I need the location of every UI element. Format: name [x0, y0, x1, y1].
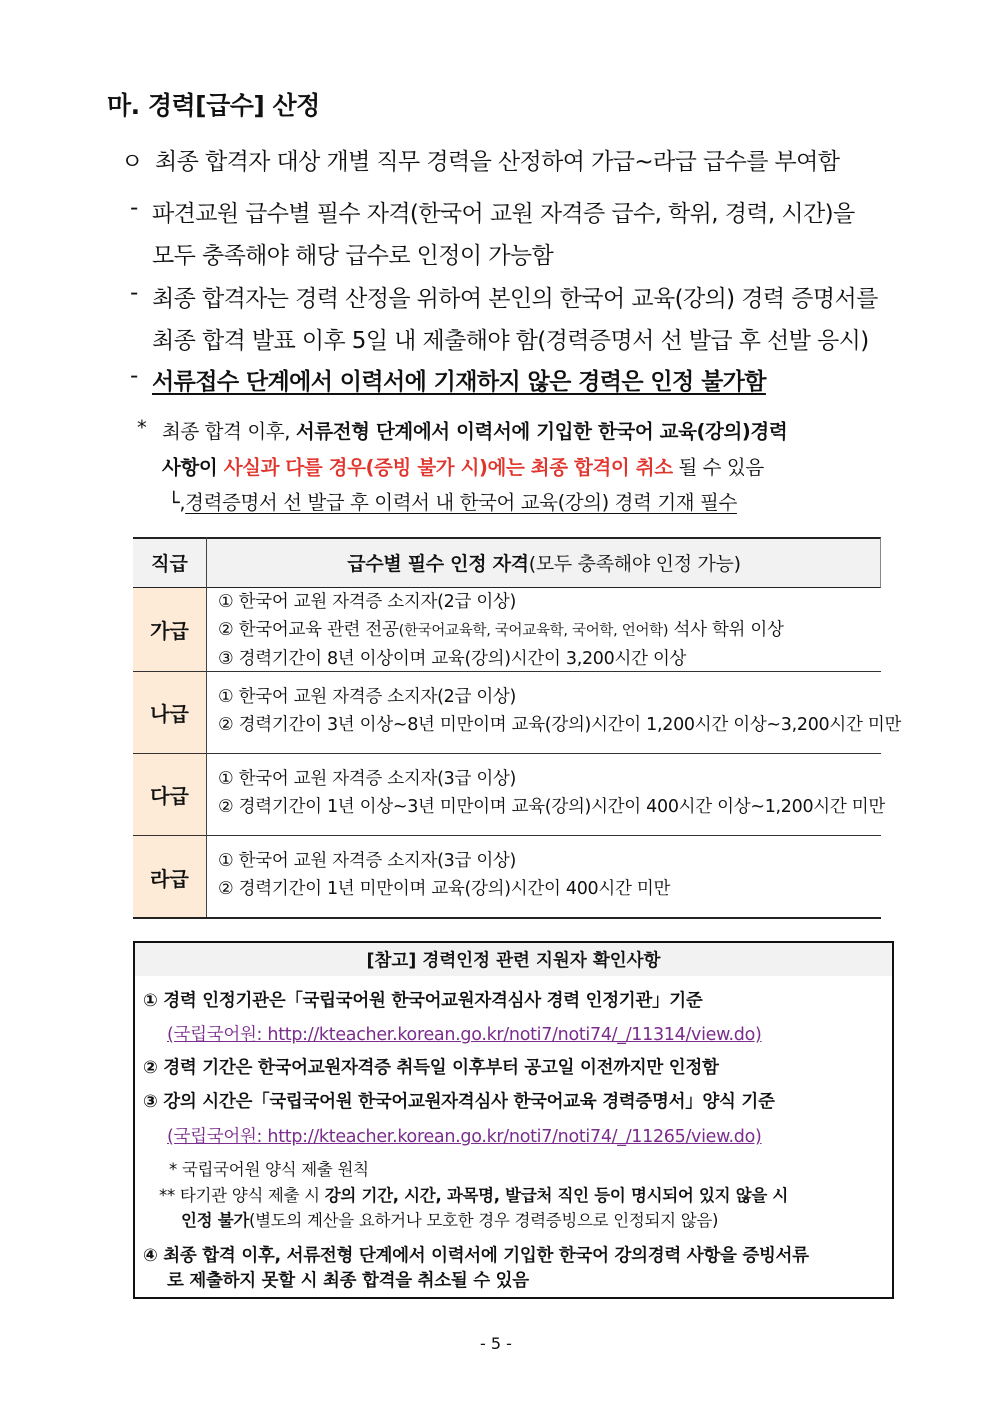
- dash3-text: 서류접수 단계에서 이력서에 기재하지 않은 경력은 인정 불가함: [152, 369, 766, 395]
- main-bullet-text: 최종 합격자 대상 개별 직무 경력을 산정하여 가급~라급 급수를 부여함: [155, 149, 840, 175]
- reference-box: [133, 941, 894, 1299]
- requirement-cell: ① 한국어 교원 자격증 소지자(3급 이상) ② 경력기간이 1년 미만이며 교육(강의)시간이 400시간 미만: [218, 851, 671, 899]
- column-divider: [206, 537, 207, 919]
- note-line1: 최종 합격 이후, 서류전형 단계에서 이력서에 기입한 한국어 교육(강의)경력: [162, 420, 788, 443]
- reference-item-1: ① 경력 인정기관은「국립국어원 한국어교원자격심사 경력 인정기관」기준: [143, 991, 703, 1011]
- header-grade: 직급: [151, 553, 188, 575]
- section-title: 마. 경력[급수] 산정: [107, 91, 320, 120]
- reference-star-2-line1: ** 타기관 양식 제출 시 강의 기간, 시간, 과목명, 발급처 직인 등이 명시되어 있지 않을 시: [159, 1186, 789, 1205]
- dash1-line1: 파견교원 급수별 필수 자격(한국어 교원 자격증 급수, 학위, 경력, 시간)을: [152, 201, 855, 227]
- table-bottom-border: [133, 917, 881, 919]
- note-line2: 사항이 사실과 다를 경우(증빙 불가 시)에는 최종 합격이 취소 될 수 있음: [162, 456, 764, 479]
- reference-star-2-line2: 인정 불가(별도의 계산을 요하거나 모호한 경우 경력증빙으로 인정되지 않음): [181, 1211, 719, 1230]
- reference-item-4-line2: 로 제출하지 못할 시 최종 합격을 취소될 수 있음: [167, 1271, 529, 1291]
- grade-cell: 가급: [133, 588, 206, 671]
- header-requirement: 급수별 필수 인정 자격 (모두 충족해야 인정 가능): [347, 553, 741, 575]
- table-row: [133, 754, 885, 836]
- dash-marker-2: -: [130, 280, 138, 306]
- grade-cell: 다급: [133, 754, 206, 835]
- note-star: *: [137, 416, 147, 439]
- table-row: [133, 672, 902, 754]
- reference-item-2: ② 경력 기간은 한국어교원자격증 취득일 이후부터 공고일 이전까지만 인정함: [143, 1058, 719, 1078]
- reference-star-1: * 국립국어원 양식 제출 원칙: [169, 1160, 369, 1179]
- page-number: - 5 -: [480, 1334, 512, 1353]
- main-bullet-marker: ㅇ: [121, 149, 143, 175]
- dash1-line2: 모두 충족해야 해당 급수로 인정이 가능함: [152, 243, 554, 269]
- table-row: [133, 836, 881, 919]
- grade-requirements-table: [133, 537, 902, 919]
- dash-marker-3: -: [130, 363, 138, 389]
- grade-cell: 나급: [133, 672, 206, 753]
- reference-item-4-line1: ④ 최종 합격 이후, 서류전형 단계에서 이력서에 기입한 한국어 강의경력 사항을 증빙서류: [143, 1246, 809, 1266]
- note-sub: └,경력증명서 선 발급 후 이력서 내 한국어 교육(강의) 경력 기재 필수: [168, 491, 737, 514]
- dash2-line2: 최종 합격 발표 이후 5일 내 제출해야 함(경력증명서 선 발급 후 선발 응시): [152, 328, 869, 354]
- requirement-cell: ① 한국어 교원 자격증 소지자(3급 이상) ② 경력기간이 1년 이상~3년 미만이며 교육(강의)시간이 400시간 이상~1,200시간 미만: [218, 769, 885, 817]
- table-row: [133, 588, 881, 672]
- reference-title: [참고] 경력인정 관련 지원자 확인사항: [135, 943, 892, 976]
- reference-link-1[interactable]: (국립국어원: http://kteacher.korean.go.kr/noti7/noti74/_/11314/view.do): [167, 1025, 762, 1045]
- reference-item-3: ③ 강의 시간은「국립국어원 한국어교원자격심사 한국어교육 경력증명서」양식 기준: [143, 1092, 775, 1112]
- grade-cell: 라급: [133, 836, 206, 919]
- reference-link-2[interactable]: (국립국어원: http://kteacher.korean.go.kr/noti7/noti74/_/11265/view.do): [167, 1127, 762, 1147]
- requirement-cell: ① 한국어 교원 자격증 소지자(2급 이상) ② 한국어교육 관련 전공(한국어교육학, 국어교육학, 국어학, 언어학) 석사 학위 이상 ③ 경력기간이 8년 이상이며 교육(강의)시간이 3,200시간 이상: [218, 592, 784, 669]
- dash-marker-1: -: [130, 195, 138, 221]
- requirement-cell: ① 한국어 교원 자격증 소지자(2급 이상) ② 경력기간이 3년 이상~8년 미만이며 교육(강의)시간이 1,200시간 이상~3,200시간 미만: [218, 687, 902, 735]
- dash2-line1: 최종 합격자는 경력 산정을 위하여 본인의 한국어 교육(강의) 경력 증명서를: [152, 286, 878, 312]
